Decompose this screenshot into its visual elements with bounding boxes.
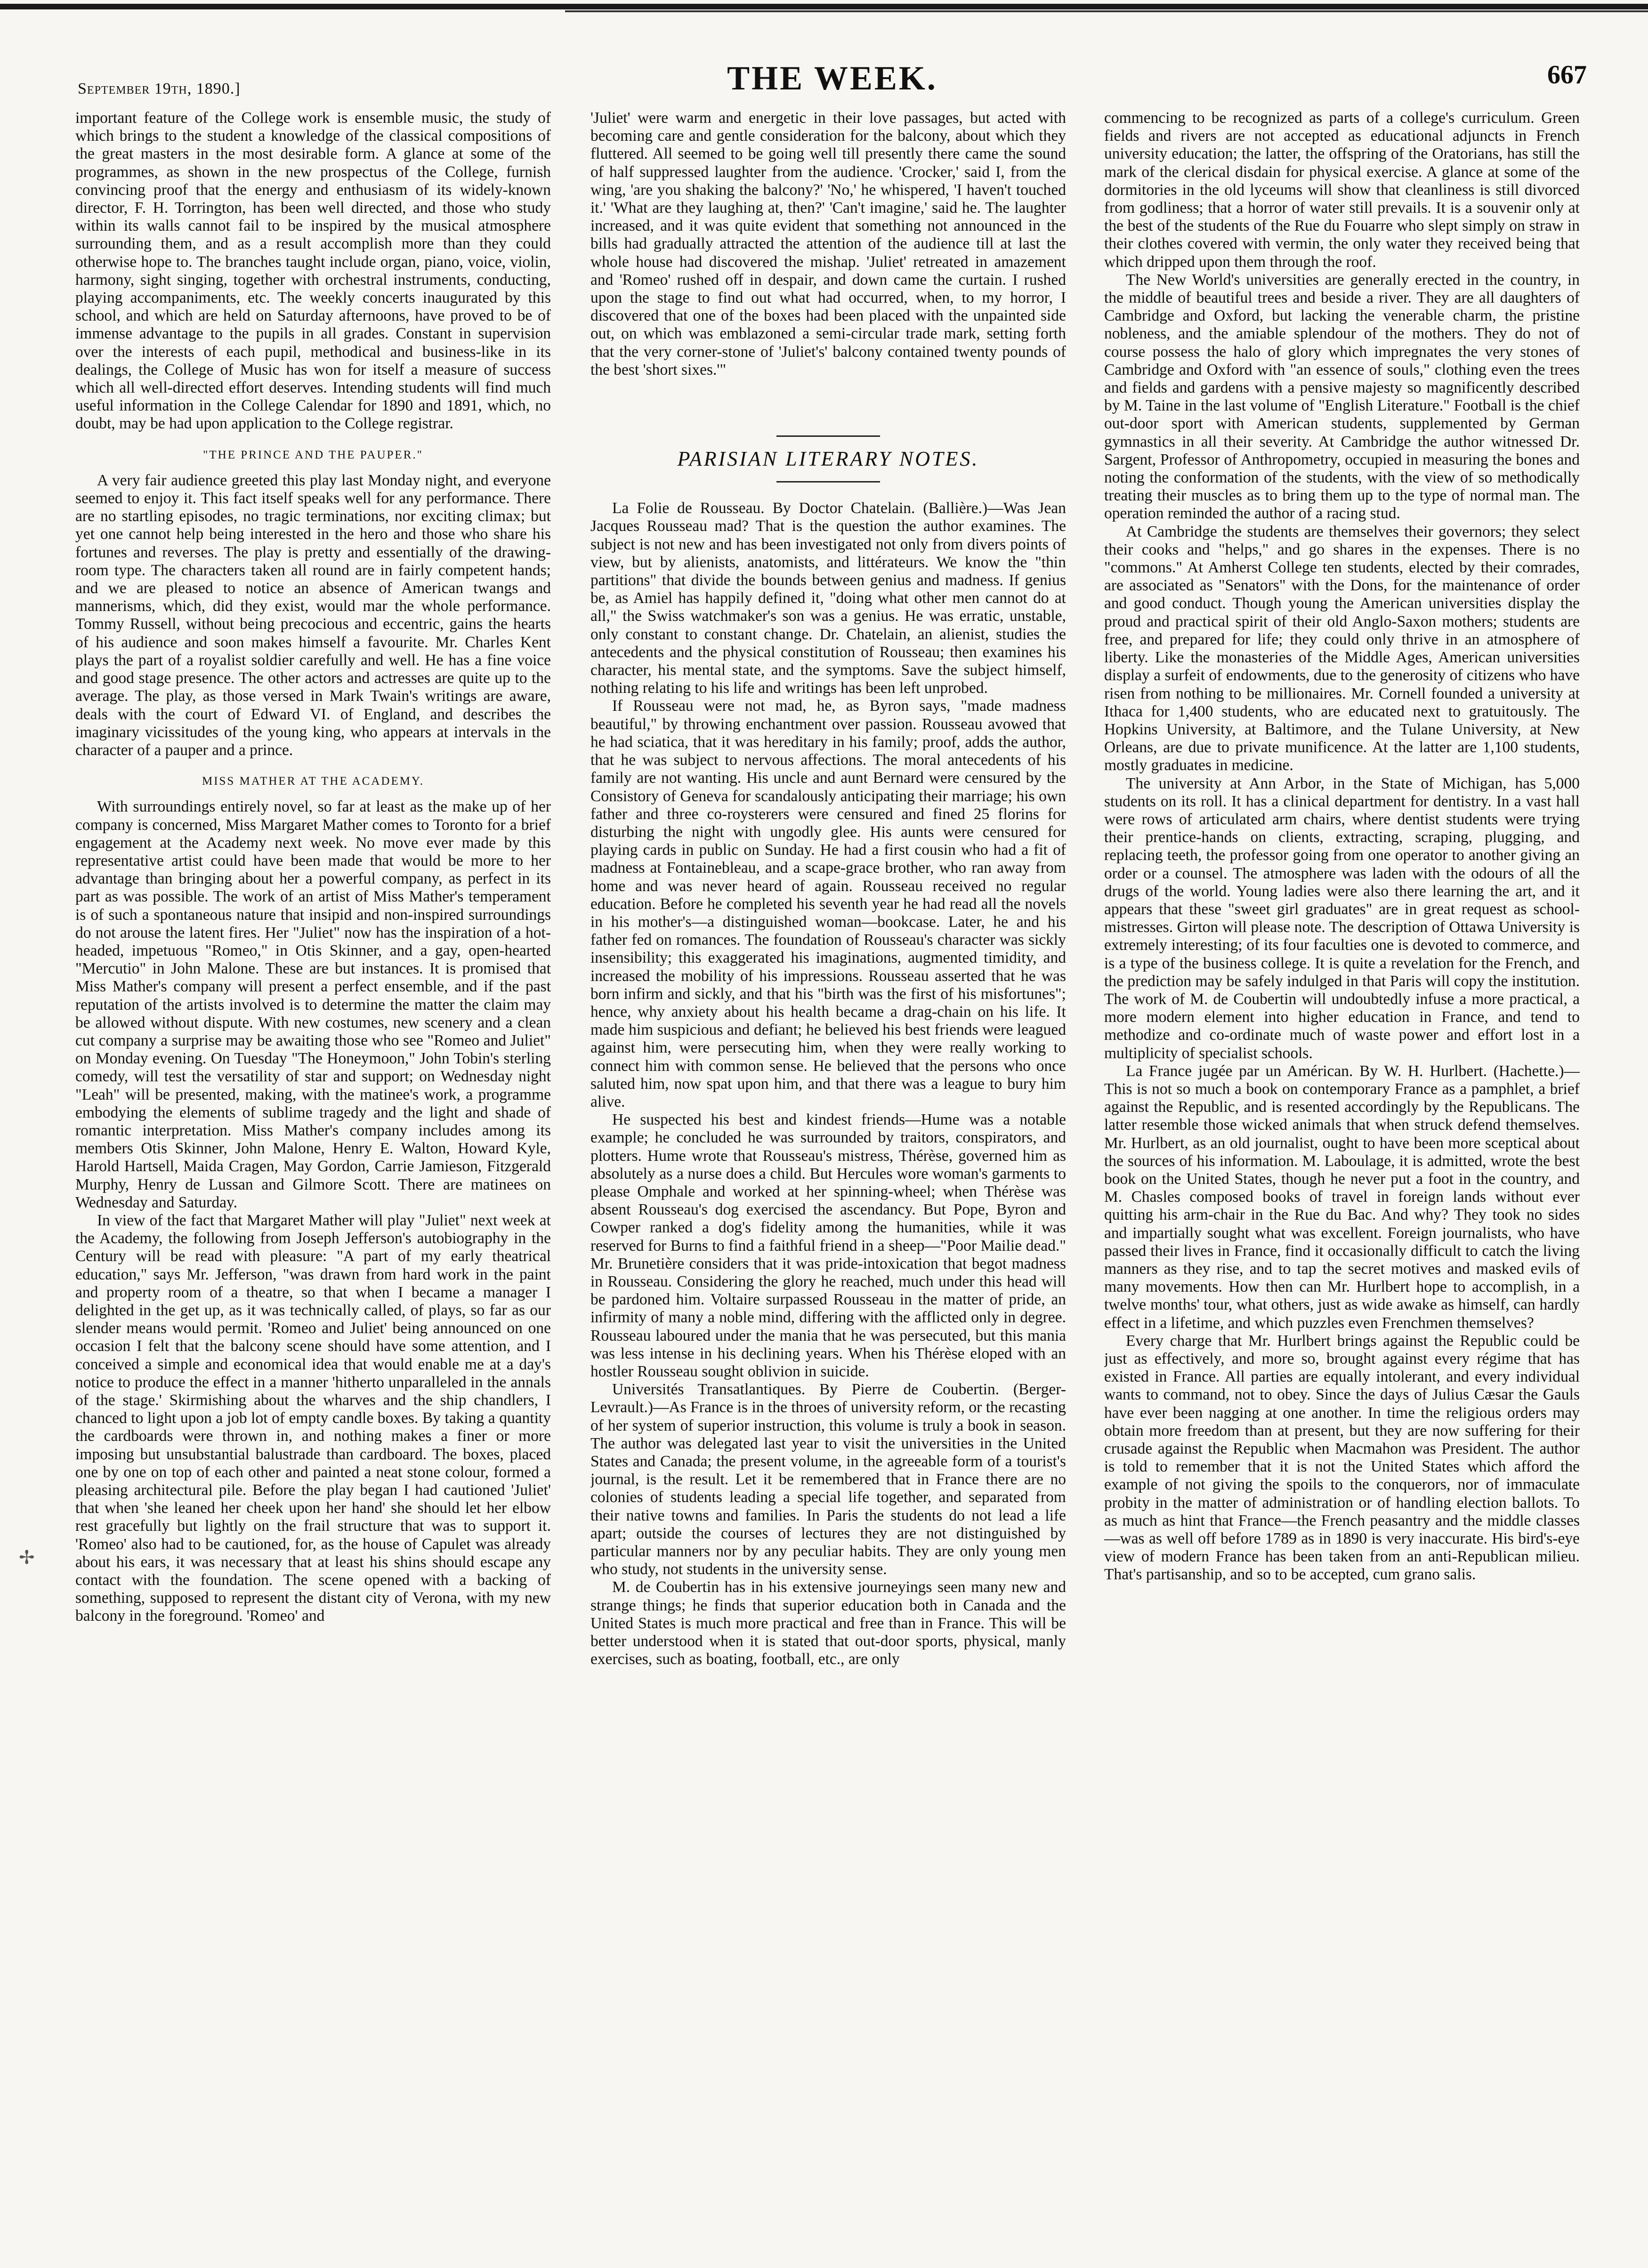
top-rule-thin — [565, 10, 1648, 12]
masthead-title: THE WEEK. — [727, 59, 937, 97]
paragraph-cambridge-students: At Cambridge the students are themselves their governors; they select their cooks and "helps," and go shares in the expenses. There is no "commons." At Amherst College ten students, elected by their comrades, are associated as "Senators" with the Dons, for the maintenance of order and good conduct. Though young the American universities display the proud and practical spirit of their old Anglo-Saxon mothers; students are free, and prepared for life; they could only thrive in an atmosphere of liberty. Like the monasteries of the Middle Ages, American universities display a surfeit of endowments, due to the generosity of citizens who have risen from nothing to be millionaires. Mr. Cornell founded a university at Ithaca for 1,400 students, who are educated next to gratuitously. The Hopkins University, at Baltimore, and the Tulane University, at New Orleans, are due to private munificence. At the latter are 1,100 students, mostly graduates in medicine. — [1104, 523, 1580, 774]
page-header — [78, 54, 1587, 111]
paragraph-france-jugee: La France jugée par un Américan. By W. H. Hurlbert. (Hachette.)—This is not so much a book on contemporary France as a pamphlet, a brief against the Republic, and is resented accordingly by the Republicans. The latter resemble those wicked animals that when struck defend themselves. Mr. Hurlbert, as an old journalist, ought to have been more sceptical about the sources of his information. M. Laboulage, it is admitted, wrote the best book on the United States, though he never put a foot in the country, and M. Chasles composed books of travel in foreign lands without ever quitting his arm-chair in the Rue du Bac. And why? They took no sides and impartially sought what was excellent. Foreign journalists, who have passed their lives in France, find it occasionally difficult to catch the living manners as they rise, and to tap the secret motives and masked evils of many movements. How then can Mr. Hurlbert hope to accomplish, in a twelve months' tour, what others, just as wide awake as himself, can hardly effect in a lifetime, and which puzzles even Frenchmen themselves? — [1104, 1062, 1580, 1332]
paragraph-ann-arbor: The university at Ann Arbor, in the State of Michigan, has 5,000 students on its roll. It has a clinical department for dentistry. In a vast hall were rows of articulated arm chairs, where dentist students were trying their prentice-hands on clients, extracting, scraping, plugging, and replacing teeth, the professor going from one operator to another giving an order or a counsel. The atmosphere was laden with the odours of all the drugs of the world. Young ladies were also there learning the art, and it appears that these "sweet girl graduates" are in great request as school-mistresses. Girton will please note. The description of Ottawa University is extremely interesting; of its four faculties one is devoted to commerce, and is a type of the business college. It is quite a revelation for the French, and the prediction may be safely indulged in that Paris will copy the institution. The work of M. de Coubertin will undoubtedly infuse a more practical, a more modern element into higher education in France, and tend to methodize and co-ordinate much of waste power and effort lost in a multiplicity of specialist schools. — [1104, 774, 1580, 1062]
section-divider — [776, 435, 880, 437]
issue-date: September 19th, 1890.] — [78, 80, 241, 97]
paragraph-curriculum: commencing to be recognized as parts of a college's curriculum. Green fields and rivers are not accepted as educational adjuncts in French university education; the latter, the offspring of the Oratorians, has still the mark of the clerical disdain for physical exercise. A glance at some of the dormitories in the old lyceums will show that cleanliness is still divorced from godliness; that a horror of water still prevails. It is a souvenir only at the best of the students of the Rue du Fouarre who slept simply on straw in their clothes covered with vermin, the only water they received being that which dripped upon them through the roof. — [1104, 109, 1580, 271]
paragraph-new-world-universities: The New World's universities are generally erected in the country, in the middle of beautiful trees and beside a river. They are all daughters of Cambridge and Oxford, but lacking the venerable charm, the pristine nobleness, and the amiable splendour of the mothers. They do not of course possess the halo of glory which impregnates the very stones of Cambridge and Oxford with "an essence of souls," clothing even the trees and fields and gardens with a pensive majesty so magnificently described by M. Taine in the last volume of "English Literature." Football is the chief out-door sport with American students, supplemented by German gymnastics in all their severity. At Cambridge the author witnessed Dr. Sargent, Professor of Anthropometry, occupied in measuring the bones and noting the conformation of the students, with the view of so methodically treating their muscles as to bring them up to the type of normal man. The operation reminded the author of a racing stud. — [1104, 271, 1580, 523]
paragraph-prince-pauper: A very fair audience greeted this play last Monday night, and everyone seemed to enjoy it. This fact itself speaks well for any performance. There are no startling episodes, no tragic terminations, nor exciting climax; but yet one cannot help being interested in the hero and those who share his fortunes and reverses. The play is pretty and essentially of the drawing-room type. The characters taken all round are in fairly competent hands; and we are pleased to notice an absence of American twangs and mannerisms, which, did they exist, would mar the whole performance. Tommy Russell, without being precocious and eccentric, gains the hearts of his audience and soon makes himself a favourite. Mr. Charles Kent plays the part of a royalist soldier carefully and well. He has a fine voice and good stage presence. The other actors and actresses are quite up to the average. The play, as those versed in Mark Twain's writings are aware, deals with the court of Edward VI. of England, and describes the imaginary vicissitudes of the young king, who appears at intervals in the character of a pauper and a prince. — [75, 471, 551, 759]
top-rule-thick — [0, 4, 1648, 9]
paragraph-folie-rousseau: La Folie de Rousseau. By Doctor Chatelain. (Ballière.)—Was Jean Jacques Rousseau mad? That is the question the author examines. The subject is not new and has been investigated not only from divers points of view, but by alienists, anatomists, and littérateurs. We know the "thin partitions" that divide the bounds between genius and madness. If genius be, as Amiel has happily defined it, "doing what other men cannot do at all," the Swiss watchmaker's son was a genius. He was erratic, unstable, only constant to constant change. Dr. Chatelain, an alienist, studies the antecedents and the physical constitution of Rousseau; then examines his character, his mental state, and the symptoms. Save the subject himself, nothing relating to his life and writings has been left unprobed. — [590, 499, 1066, 697]
section-heading-miss-mather: MISS MATHER AT THE ACADEMY. — [202, 775, 425, 788]
paragraph-jefferson: In view of the fact that Margaret Mather will play "Juliet" next week at the Academy, the following from Joseph Jefferson's autobiography in the Century will be read with pleasure: "A part of my early theatrical education," says Mr. Jefferson, "was drawn from hard work in the paint and property room of a theatre, so that when I became a manager I delighted in the get up, as it was technically called, of plays, so far as our slender means would permit. 'Romeo and Juliet' being announced on one occasion I felt that the balcony scene should have some attention, and I conceived a simple and economical idea that would enable me at a day's notice to produce the effect in a manner 'hitherto unparalleled in the annals of the stage.' Skirmishing about the wharves and the ship chandlers, I chanced to light upon a job lot of empty candle boxes. By taking a quantity the cardboards were thrown in, and nothing makes a finer or more imposing but unsubstantial balustrade than cardboard. The boxes, placed one by one on top of each other and painted a neat stone colour, formed a pleasing architectural pile. Before the play began I had cautioned 'Juliet' that when 'she leaned her cheek upon her hand' she should let her elbow rest gracefully but lightly on the frail structure that was to support it. 'Romeo' also had to be cautioned, for, as the house of Capulet was already about his ears, it was necessary that at least his shins should escape any contact with the foundation. The scene opened with a backing of something, supposed to represent the distant city of Verona, with my new balcony in the foreground. 'Romeo' and — [75, 1211, 551, 1625]
paragraph-miss-mather: With surroundings entirely novel, so far at least as the make up of her company is concerned, Miss Margaret Mather comes to Toronto for a brief engagement at the Academy next week. No move ever made by this representative artist could have been made that would be more to her advantage than bringing about her a powerful company, as perfect in its part as was possible. The work of an artist of Miss Mather's temperament is of such a spontaneous nature that insipid and non-inspired surroundings do not arouse the latent fires. Her "Juliet" now has the inspiration of a hot-headed, impetuous "Romeo," in Otis Skinner, and a gay, open-hearted "Mercutio" in John Malone. These are but instances. It is promised that Miss Mather's company will present a perfect ensemble, and if the past reputation of the artists involved is to determine the matter the claim may be allowed without dispute. With new costumes, new scenery and a clean cut company a surprise may be awaiting those who see "Romeo and Juliet" on Monday evening. On Tuesday "The Honeymoon," John Tobin's sterling comedy, will test the versatility of star and support; on Wednesday night "Leah" will be presented, making, with the matinee's work, a programme embodying the elements of sublime tragedy and the light and shade of romantic interpretation. Miss Mather's company includes among its members Otis Skinner, John Malone, Henry E. Walton, Howard Kyle, Harold Hartsell, Maida Cragen, May Gordon, Carrie Jamieson, Fitzgerald Murphy, Henry de Lussan and Gilmore Scott. There are matinees on Wednesday and Saturday. — [75, 798, 551, 1211]
column-1 — [75, 109, 551, 2246]
section-heading-parisian-notes: PARISIAN LITERARY NOTES. — [677, 447, 979, 471]
top-border — [0, 0, 1648, 14]
column-3 — [1104, 109, 1580, 2246]
page-number: 667 — [1547, 60, 1587, 89]
paragraph-college-music: important feature of the College work is ensemble music, the study of which brings to the student a knowledge of the classical compositions of the great masters in the most desirable form. A glance at some of the programmes, as shown in the new prospectus of the College, furnish convincing proof that the energy and enthusiasm of its widely-known director, F. H. Torrington, has been well directed, and those who study within its walls cannot fail to be inspired by the musical atmosphere surrounding them, and as a result accomplish more than they could otherwise hope to. The branches taught include organ, piano, voice, violin, harmony, sight singing, together with orchestral instruments, conducting, playing accompaniments, etc. The weekly concerts inaugurated by this school, and which are held on Saturday afternoons, have proved to be of immense advantage to the pupils in all grades. Constant in supervision over the interests of each pupil, methodical and business-like in its dealings, the College of Music has won for itself a measure of success which all well-directed effort deserves. Intending students will find much useful information in the College Calendar for 1890 and 1891, which, no doubt, may be had upon application to the College registrar. — [75, 109, 551, 433]
paragraph-rousseau-hume: He suspected his best and kindest friends—Hume was a notable example; he concluded he was surrounded by traitors, conspirators, and plotters. Hume wrote that Rousseau's mistress, Thérèse, governed him as absolutely as a nurse does a child. But Hercules wore woman's garments to please Omphale and worked at her spinning-wheel; when Thérèse was absent Rousseau's dog exercised the ascendancy. But Pope, Byron and Cowper ranked a dog's fidelity among the humanities, while it was reserved for Burns to find a faithful friend in a sheep—"Poor Mailie dead." Mr. Brunetière considers that it was pride-intoxication that begot madness in Rousseau. Considering the glory he reached, much under this head will be pardoned him. Voltaire surpassed Rousseau in the matter of pride, an infirmity of many a noble mind, differing with the afflicted only in degree. Rousseau laboured under the mania that he was persecuted, but this mania was less intense in his declining years. When his Thérèse eloped with an hostler Rousseau sought oblivion in suicide. — [590, 1111, 1066, 1380]
paragraph-coubertin: M. de Coubertin has in his extensive journeyings seen many new and strange things; he finds that superior education both in Canada and the United States is much more practical and free than in France. This will be better understood when it is stated that out-door sports, physical, manly exercises, such as boating, football, etc., are only — [590, 1578, 1066, 1668]
paragraph-universites: Universités Transatlantiques. By Pierre de Coubertin. (Berger-Levrault.)—As France is in the throes of university reform, or the recasting of her system of superior instruction, this volume is truly a book in season. The author was delegated last year to visit the universities in the United States and Canada; the present volume, in the agreeable form of a tourist's journal, is the result. Let it be remembered that in France there are no colonies of students leading a special life together, and separated from their native towns and families. In Paris the students do not lead a life apart; outside the courses of lectures they are not distinguished by particular manners nor by any peculiar habits. They are only young men who study, not students in the university sense. — [590, 1381, 1066, 1578]
paragraph-balcony-story: 'Juliet' were warm and energetic in their love passages, but acted with becoming care and gentle consideration for the balcony, about which they fluttered. All seemed to be going well till presently there came the sound of half suppressed laughter from the audience. 'Crocker,' said I, from the wing, 'are you shaking the balcony?' 'No,' he whispered, 'I haven't touched it.' 'What are they laughing at, then?' 'Can't imagine,' said he. The laughter increased, and it was quite evident that something not announced in the bills had gradually attracted the attention of the audience till at last the whole house had discovered the mishap. 'Juliet' retreated in amazement and 'Romeo' rushed off in despair, and down came the curtain. I rushed upon the stage to find out what had occurred, when, to my horror, I discovered that one of the boxes had been placed with the unpainted side out, on which was emblazoned a semi-circular trade mark, setting forth that the very corner-stone of 'Juliet's' balcony contained twenty pounds of the best 'short sixes.'" — [590, 109, 1066, 378]
section-heading-prince-pauper: "THE PRINCE AND THE PAUPER." — [203, 448, 423, 461]
paragraph-rousseau-madness: If Rousseau were not mad, he, as Byron says, "made madness beautiful," by throwing enchantment over passion. Rousseau avowed that he had sciatica, that it was hereditary in his family; proof, adds the author, that he was subject to nervous affections. The moral antecedents of his family are not wanting. His uncle and aunt Bernard were censured by the Consistory of Geneva for scandalously anticipating their marriage; his own father and three co-roysterers were censured and fined 25 florins for disturbing the night with ungodly glee. His aunts were censured for playing cards in public on Sunday. He had a first cousin who had a fit of madness at Fontainebleau, and a scape-grace brother, who ran away from home and was never heard of again. Rousseau received no regular education. Before he completed his seventh year he had read all the novels in his mother's—a distinguished woman—bookcase. Later, he and his father fed on romances. The foundation of Rousseau's character was sickly insensibility; this exaggerated his imaginations, augmented timidity, and increased the mobility of his impressions. Rousseau asserted that he was born infirm and sickly, and that his "birth was the first of his misfortunes"; hence, why anxiety about his health became a drag-chain on his life. It made him suspicious and defiant; he believed his best friends were leagued against him, were persecuting him, when they were really working to connect him with common sense. He believed that the persons who once saluted him, now spat upon him, and that there was a league to bury him alive. — [590, 697, 1066, 1110]
paragraph-hurlbert-charges: Every charge that Mr. Hurlbert brings against the Republic could be just as effectively, and more so, brought against every régime that has existed in France. All parties are equally intolerant, and every individual wants to command, not to obey. Since the days of Julius Cæsar the Gauls have ever been nagging at one another. In time the religious orders may obtain more freedom than at present, but they are now suffering for their crusade against the Republic when Macmahon was President. The author is told to remember that it is not the United States which afford the example of not giving the spoils to the conquerors, nor of immaculate probity in the matter of administration or of handling election ballots. To as much as hint that France—the French peasantry and the middle classes—was as well off before 1789 as in 1890 is very inaccurate. His bird's-eye view of modern France has been taken from an anti-Republican milieu. That's partisanship, and so to be accepted, cum grano salis. — [1104, 1332, 1580, 1584]
column-2 — [590, 109, 1066, 2246]
binding-mark-icon: ✢ — [19, 1547, 35, 1568]
section-divider — [776, 481, 880, 483]
